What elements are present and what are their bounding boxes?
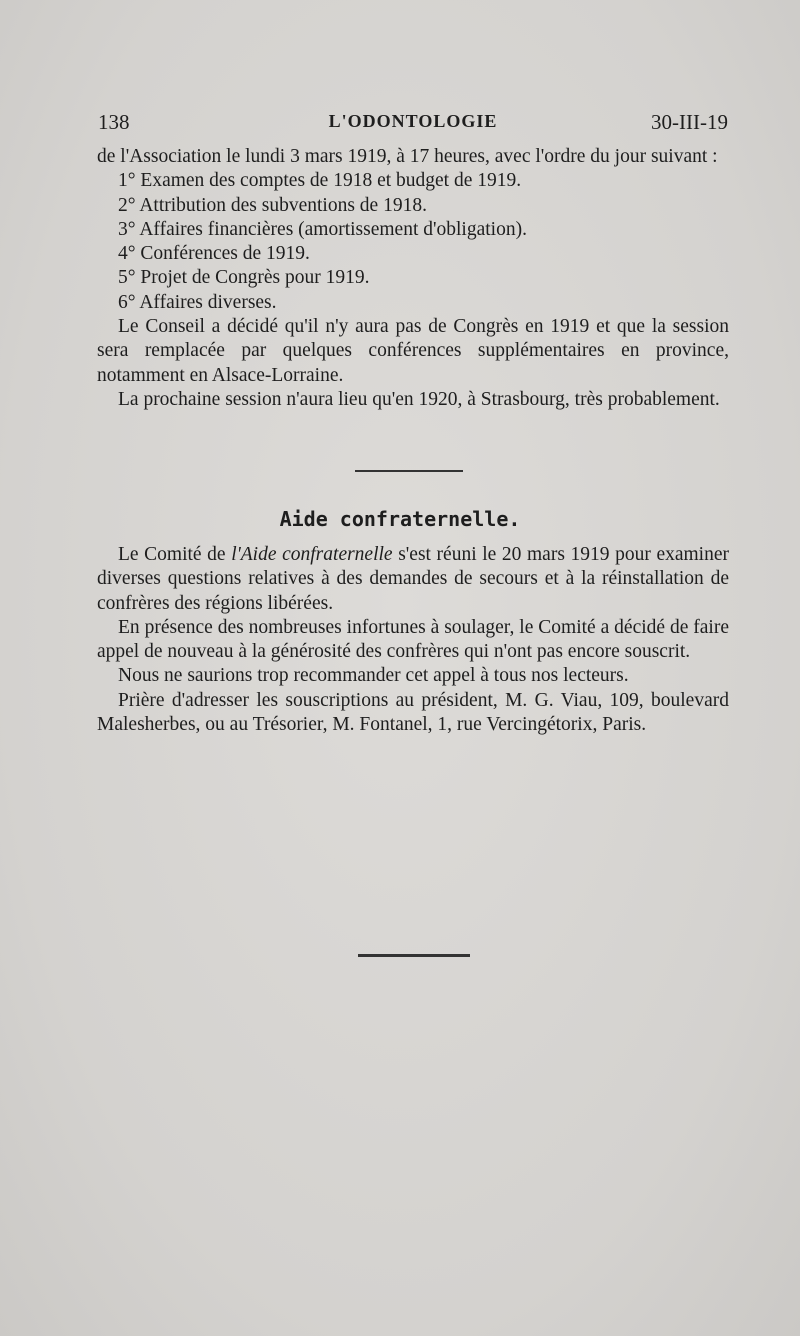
committee-name: l'Aide confraternelle <box>231 544 393 565</box>
agenda-item: 3° Affaires financières (amortissement d'obligation). <box>118 218 527 240</box>
next-session-paragraph: La prochaine session n'aura lieu qu'en 1920, à Strasbourg, très probablement. <box>118 388 720 410</box>
council-decision-paragraph: Le Conseil a décidé qu'il n'y aura pas de Congrès en 1919 et que la session sera remplacée par quelques conférences supplémentaires en province, notamment en Alsace-Lorraine. <box>97 316 729 386</box>
end-rule <box>358 954 470 957</box>
issue-date: 30-III-19 <box>651 110 728 134</box>
assembly-notice <box>97 145 729 412</box>
page-number: 138 <box>98 110 130 134</box>
section-divider <box>355 470 463 472</box>
agenda-item: 1° Examen des comptes de 1918 et budget de 1919. <box>118 170 522 192</box>
agenda-item: 6° Affaires diverses. <box>118 291 277 313</box>
agenda-list <box>97 169 729 315</box>
intro-paragraph: de l'Association le lundi 3 mars 1919, à 17 heures, avec l'ordre du jour suivant : <box>97 146 718 167</box>
running-head <box>98 110 728 138</box>
committee-paragraph <box>97 543 729 616</box>
journal-title: L'ODONTOLOGIE <box>328 111 498 131</box>
agenda-item: 2° Attribution des subventions de 1918. <box>118 194 427 216</box>
committee-text-start: Le Comité de <box>118 544 232 565</box>
recommendation-paragraph: Nous ne saurions trop recommander cet appel à tous nos lecteurs. <box>118 665 629 687</box>
agenda-item: 4° Conférences de 1919. <box>118 243 310 265</box>
section-heading: Aide confraternelle. <box>279 507 521 531</box>
appeal-paragraph: En présence des nombreuses infortunes à soulager, le Comité a décidé de faire appel de nouveau à la générosité des confrères qui n'ont pas encore souscrit. <box>97 616 729 663</box>
committee-text-end: s'est réuni le 20 mars 1919 pour examiner diverses questions relatives à des demandes de secours et à la réinstallation de confrères des régions libérées. <box>97 544 729 614</box>
aide-confraternelle-section <box>97 543 729 737</box>
subscription-paragraph: Prière d'adresser les souscriptions au président, M. G. Viau, 109, boulevard Malesherbes, ou au Trésorier, M. Fontanel, 1, rue Vercingétorix, Paris. <box>97 689 729 736</box>
agenda-item: 5° Projet de Congrès pour 1919. <box>118 267 370 289</box>
